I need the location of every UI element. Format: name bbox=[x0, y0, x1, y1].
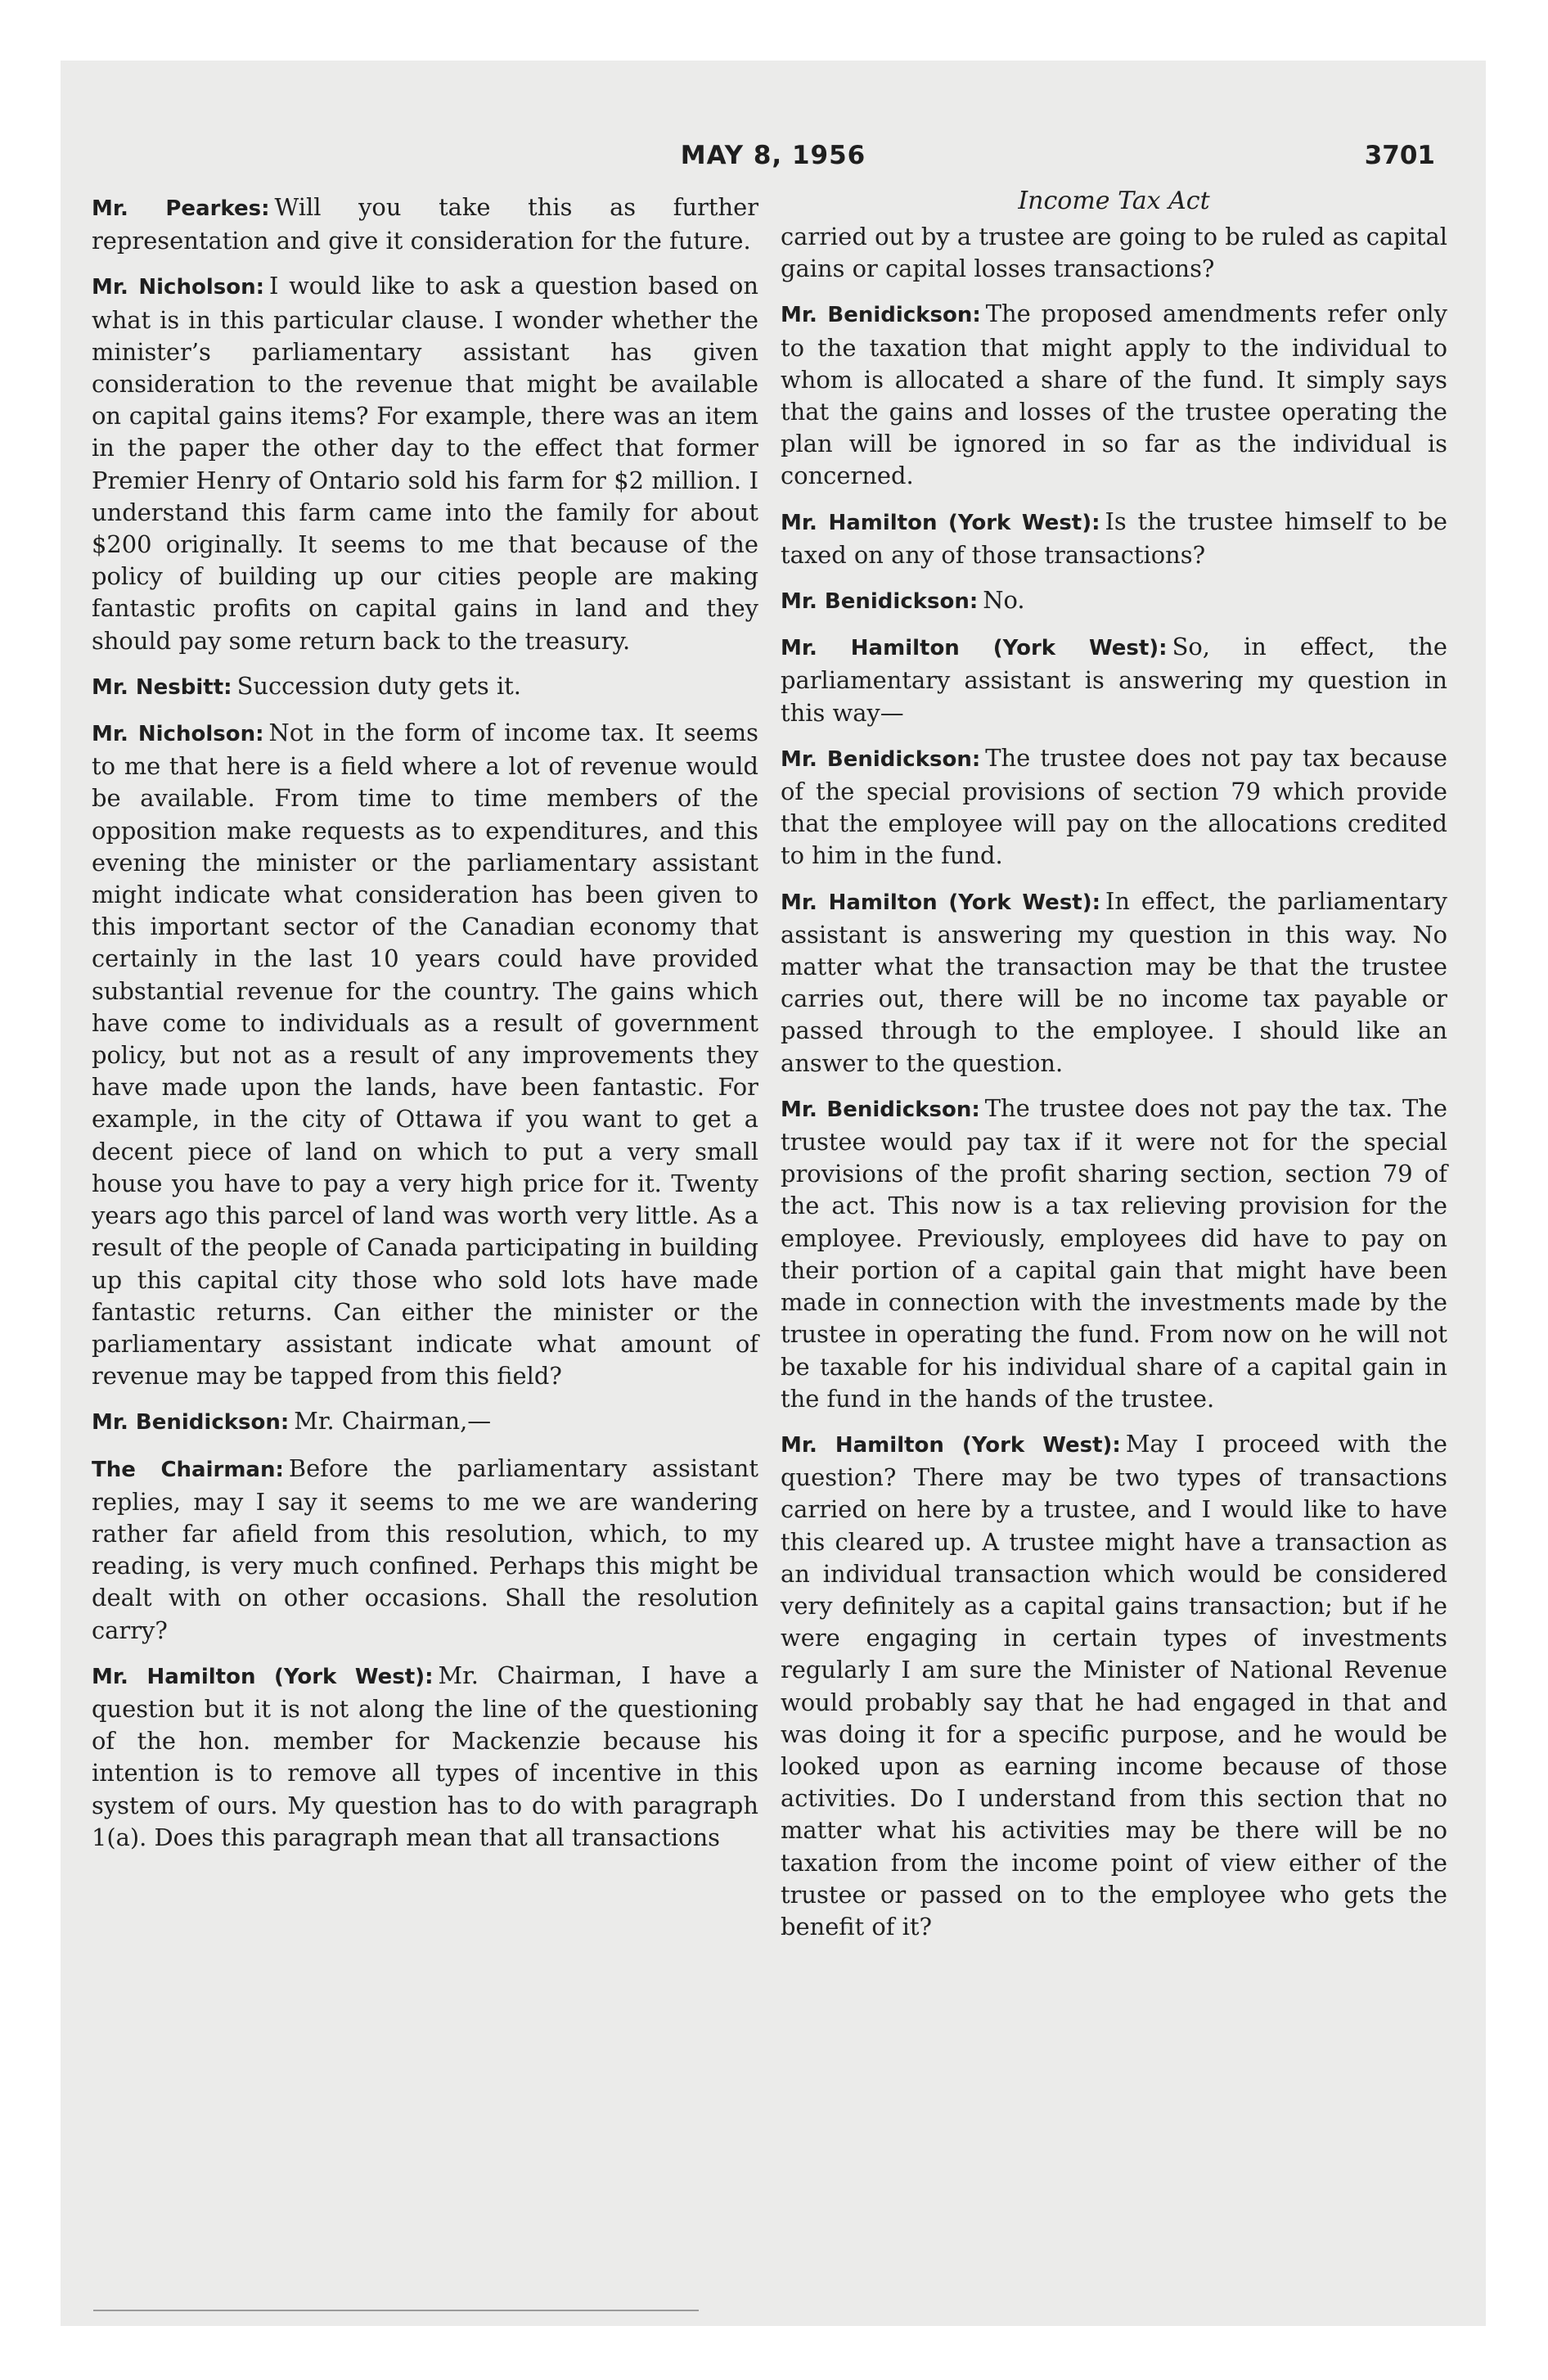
paragraph-text: Is the trustee himself to be taxed on any of those transactions? bbox=[781, 507, 1447, 569]
paragraph-text: Mr. Chairman, I have a question but it is not along the line of the questioning of the hon. member for Mackenzie because his intention is to remove all types of incentive in this system of ours. My question has to do with paragraph 1(a). Does this paragraph mean that all transactions bbox=[92, 1661, 758, 1851]
paragraph-text: The trustee does not pay the tax. The trustee would pay tax if it were not for the special provisions of the profit sharing section, section 79 of the act. This now is a tax relieving provision for the employee. Previously, employees did have to pay on their portion of a capital gain that might have been made in connection with the investments made by the trustee in operating the fund. From now on he will not be taxable for his individual share of a capital gain in the fund in the hands of the trustee. bbox=[781, 1093, 1447, 1413]
speaker-name: Mr. Pearkes: bbox=[92, 196, 270, 221]
paragraph-text: So, in effect, the parliamentary assistant is answering my question in this way— bbox=[781, 633, 1447, 727]
paragraph-text: Not in the form of income tax. It seems to me that here is a field where a lot of revenue would be available. From time to time members of the opposition make requests as to expenditures, and this evening the minister or the parliamentary assistant might indicate what consideration has been given to this important sector of the Canadian economy that certainly in the last 10 years could have provided substantial revenue for the country. The gains which have come to individuals as a result of government policy, but not as a result of any improvements they have made upon the lands, have been fantastic. For example, in the city of Ottawa if you want to get a decent piece of land on which to put a very small house you have to pay a very high price for it. Twenty years ago this parcel of land was worth very little. As a result of the people of Canada participating in building up this capital city those who sold lots have made fantastic returns. Can either the minister or the parliamentary assistant indicate what amount of revenue may be tapped from this field? bbox=[92, 719, 759, 1391]
speaker-name: Mr. Hamilton (York West): bbox=[92, 1664, 434, 1689]
speaker-name: Mr. Hamilton (York West): bbox=[781, 636, 1168, 661]
speaker-name: Mr. Hamilton (York West): bbox=[781, 890, 1101, 915]
paragraph-text: Succession duty gets it. bbox=[236, 671, 521, 700]
paragraph-text: The proposed amendments refer only to the taxation that might apply to the individual to whom is allocated a share of the fund. It simply says that the gains and losses of the trustee operating the plan will be ignored in so far as the individual is concerned. bbox=[781, 300, 1447, 490]
paragraph-text: carried out by a trustee are going to be ruled as capital gains or capital losses transactions? bbox=[781, 223, 1447, 283]
footer-rule bbox=[93, 2310, 699, 2311]
speaker-name: Mr. Nicholson: bbox=[92, 275, 265, 300]
speaker-name: Mr. Nicholson: bbox=[92, 722, 264, 747]
paragraph-text: Will you take this as further representation and give it consideration for the future. bbox=[92, 193, 759, 255]
page-date: MAY 8, 1956 bbox=[680, 141, 866, 170]
speaker-name: Mr. Hamilton (York West): bbox=[781, 1432, 1121, 1458]
paragraph-text: May I proceed with the question? There may be two types of transactions carried on here by a trustee, and I would like to have this cleared up. A trustee might have a transaction as an individual transaction which would be considered very definitely as a capital gains transaction; but if he were engaging in certain types of investments regularly I am sure the Minister of National Revenue would probably say that he had engaged in that and was doing it for a specific purpose, and he would be looked upon as earning income because of those activities. Do I understand from this section that no matter what his activities may be there will be no taxation from the income point of view either of the trustee or passed on to the employee who gets the benefit of it? bbox=[781, 1429, 1448, 1941]
page-number: 3701 bbox=[1364, 141, 1435, 170]
debate-paragraph bbox=[92, 192, 758, 257]
debate-paragraph bbox=[92, 1660, 758, 1854]
section-subtitle: Income Tax Act bbox=[1018, 187, 1210, 215]
right-column bbox=[781, 187, 1448, 1956]
debate-paragraph bbox=[92, 670, 758, 704]
paragraph-text: I would like to ask a question based on what is in this particular clause. I wonder whether the minister’s parliamentary assistant has given consideration to the revenue that might be available on capital gains items? For example, there was an item in the paper the other day to the effect that former Premier Henry of Ontario sold his farm for $2 million. I understand this farm came into the family for about $200 originally. It seems to me that because of the policy of building up our cities people are making fantastic profits on capital gains in land and they should pay some return back to the treasury. bbox=[92, 272, 759, 655]
paragraph-text: Mr. Chairman,— bbox=[294, 1407, 492, 1436]
speaker-name: Mr. Benidickson: bbox=[781, 746, 981, 772]
paragraph-text: Before the parliamentary assistant replies, may I say it seems to me we are wandering rather far afield from this resolution, which, to my reading, is very much confined. Perhaps this might be dealt with on other occasions. Shall the resolution carry? bbox=[92, 1454, 758, 1644]
debate-paragraph bbox=[781, 1428, 1447, 1943]
paragraph-text: No. bbox=[983, 586, 1025, 615]
debate-paragraph bbox=[92, 1453, 758, 1647]
speaker-name: Mr. Hamilton (York West): bbox=[781, 510, 1100, 535]
debate-paragraph bbox=[92, 717, 758, 1392]
speaker-name: Mr. Benidickson: bbox=[781, 303, 981, 328]
speaker-name: Mr. Benidickson: bbox=[781, 1097, 980, 1122]
debate-paragraph bbox=[781, 506, 1447, 571]
debate-paragraph bbox=[92, 1405, 758, 1439]
debate-paragraph bbox=[92, 270, 758, 656]
debate-paragraph bbox=[781, 631, 1447, 729]
speaker-name: Mr. Benidickson: bbox=[92, 1410, 290, 1436]
paragraph-text: In effect, the parliamentary assistant is answering my question in this way. No matter what the transaction may be that the trustee carries out, there will be no income tax payable or passed through to the employee. I should like an answer to the question. bbox=[781, 886, 1447, 1077]
speaker-name: Mr. Nesbitt: bbox=[92, 674, 232, 700]
debate-paragraph bbox=[781, 298, 1447, 492]
debate-paragraph bbox=[781, 584, 1447, 618]
debate-paragraph bbox=[781, 221, 1447, 285]
left-column bbox=[92, 192, 758, 1867]
speaker-name: The Chairman: bbox=[92, 1457, 284, 1482]
debate-paragraph bbox=[781, 742, 1447, 872]
document-page bbox=[61, 61, 1486, 2326]
paragraph-text: The trustee does not pay tax because of the special provisions of section 79 which provide that the employee will pay on the allocations credited to him in the fund. bbox=[781, 743, 1447, 870]
debate-paragraph bbox=[781, 1093, 1447, 1415]
speaker-name: Mr. Benidickson: bbox=[781, 589, 979, 615]
debate-paragraph bbox=[781, 886, 1447, 1080]
page-header bbox=[61, 134, 1486, 183]
